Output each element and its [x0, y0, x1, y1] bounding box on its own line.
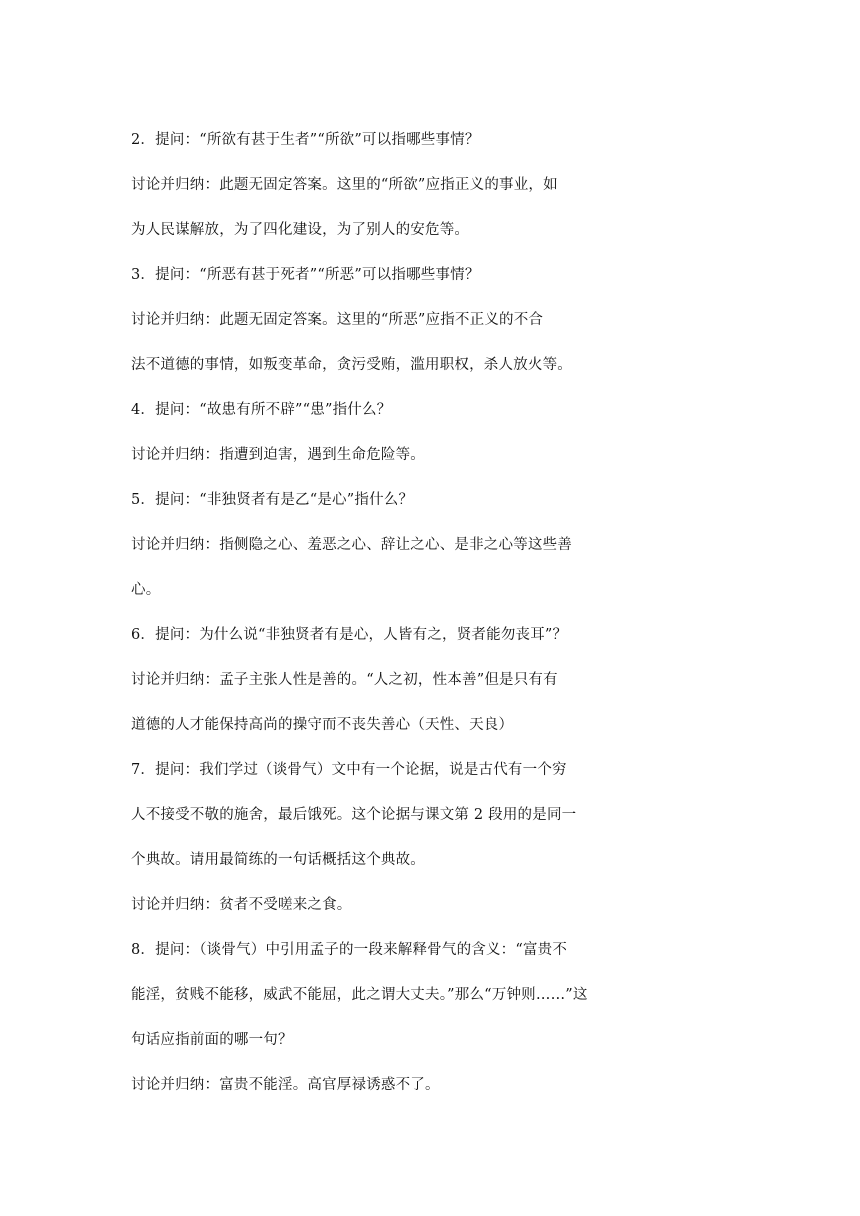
answer-5-line-1: 讨论并归纳：指侧隐之心、羞恶之心、辞让之心、是非之心等这些善	[131, 537, 572, 553]
answer-8: 讨论并归纳：富贵不能淫。高官厚禄诱惑不了。	[131, 1077, 440, 1093]
question-5: 5．提问：“非独贤者有是乙“是心”指什么？	[131, 492, 414, 508]
question-7-line-3: 个典故。请用最简练的一句话概括这个典故。	[131, 852, 425, 868]
answer-4: 讨论并归纳：指遭到迫害，遇到生命危险等。	[131, 447, 425, 463]
question-8-line-3: 句话应指前面的哪一句？	[131, 1032, 293, 1048]
answer-2-line-2: 为人民谋解放，为了四化建设，为了别人的安危等。	[131, 222, 470, 238]
question-8-line-1: 8．提问：（谈骨气）中引用孟子的一段来解释骨气的含义：“富贵不	[131, 942, 568, 958]
question-2: 2．提问：“所欲有甚于生者”“所欲”可以指哪些事情？	[131, 132, 480, 148]
answer-5-line-2: 心。	[131, 582, 161, 598]
answer-3-line-2: 法不道德的事情，如叛变革命，贪污受贿，滥用职权，杀人放火等。	[131, 357, 572, 373]
question-3: 3．提问：“所恶有甚于死者”“所恶”可以指哪些事情？	[131, 267, 480, 283]
question-8-line-2: 能淫，贫贱不能移，威武不能屈，此之谓大丈夫。”那么“万钟则……”这	[131, 987, 588, 1003]
answer-7: 讨论并归纳：贫者不受嗟来之食。	[131, 897, 352, 913]
question-7-line-1: 7．提问：我们学过（谈骨气）文中有一个论据，说是古代有一个穷	[131, 762, 567, 778]
answer-6-line-2: 道德的人才能保持高尚的操守而不丧失善心（天性、天良）	[131, 717, 514, 733]
answer-6-line-1: 讨论并归纳：孟子主张人性是善的。“人之初，性本善”但是只有有	[131, 672, 558, 688]
answer-2-line-1: 讨论并归纳：此题无固定答案。这里的“所欲”应指正义的事业，如	[131, 177, 558, 193]
answer-3-line-1: 讨论并归纳：此题无固定答案。这里的“所恶”应指不正义的不合	[131, 312, 544, 328]
question-4: 4．提问：“故患有所不辟”“患”指什么？	[131, 402, 392, 418]
question-6: 6．提问：为什么说“非独贤者有是心，人皆有之，贤者能勿丧耳”？	[131, 627, 568, 643]
question-7-line-2: 人不接受不敬的施舍，最后饿死。这个论据与课文第 2 段用的是同一	[131, 807, 577, 823]
